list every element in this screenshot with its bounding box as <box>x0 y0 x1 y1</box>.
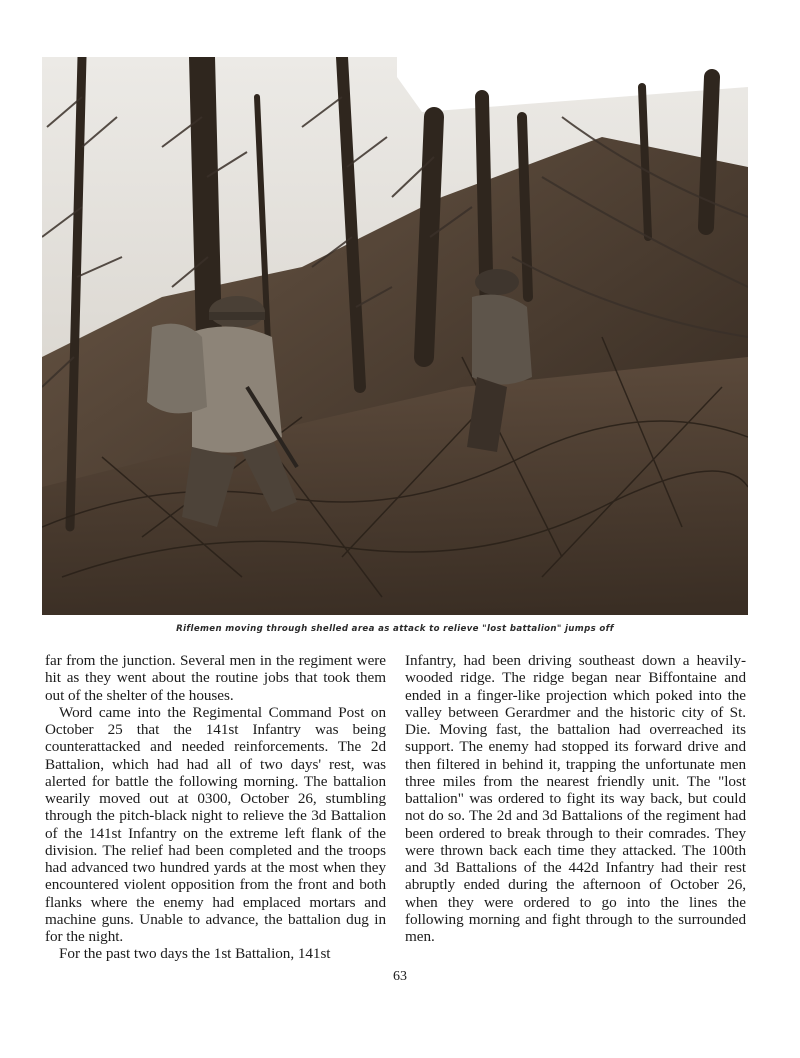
page-number: 63 <box>393 969 407 984</box>
paragraph: Infantry, had been driving southeast down a heavily-wooded ridge. The ridge began near Biffontaine and ended in a finger-like projection which poked into the valley between Gerardmer and the historic city of St. Die. Moving fast, the battalion had overreached its support. The enemy had stopped its forward drive and then filtered in behind it, trapping the unfortunate men three miles from the nearest friendly unit. The "lost battalion" was ordered to fight its way back, but could not do so. The 2d and 3d Battalions of the regiment had been ordered to break through to their comrades. They were thrown back each time they attacked. The 100th and 3d Battalions of the 442d Infantry had their rest abruptly ended during the afternoon of October 26, when they were ordered to go into the lines the following morning and fight through to the surrounded men. <box>405 652 746 945</box>
photograph <box>42 57 748 615</box>
paragraph: far from the junction. Several men in the regiment were hit as they went about the routine jobs that took them out of the shelter of the houses. <box>45 652 386 704</box>
text-column-left <box>45 652 386 963</box>
paragraph: For the past two days the 1st Battalion, 141st <box>59 945 331 963</box>
photo-caption: Riflemen moving through shelled area as attack to relieve "lost battalion" jumps off <box>176 624 614 634</box>
paragraph: Word came into the Regimental Command Post on October 25 that the 141st Infantry was being counterattacked and needed reinforcements. The 2d Battalion, which had had all of two days' rest, was alerted for battle the following morning. The battalion wearily moved out at 0300, October 26, stumbling through the pitch-black night to relieve the 3d Battalion of the 141st Infantry on the extreme left flank of the division. The relief had been completed and the troops had advanced two hundred yards at the most when they encountered violent opposition from the front and both flanks where the enemy had emplaced mortars and machine guns. Unable to advance, the battalion dug in for the night. <box>45 703 386 945</box>
text-column-right <box>405 652 746 945</box>
photograph-icon <box>42 57 748 615</box>
